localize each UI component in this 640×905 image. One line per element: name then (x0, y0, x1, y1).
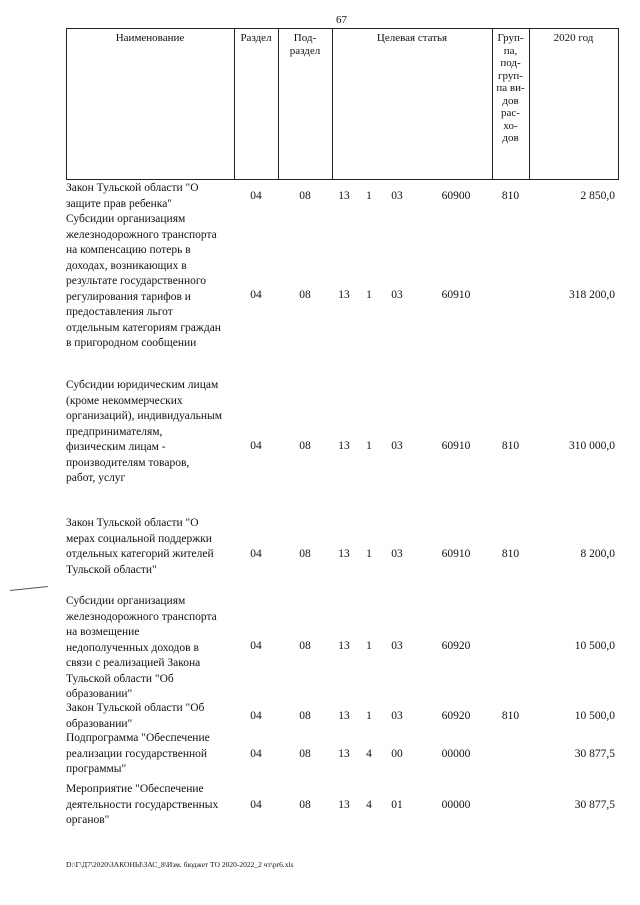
row-name-line: предоставления льгот (66, 306, 173, 318)
cell-group: 810 (501, 710, 520, 722)
cell-target-event: 03 (391, 190, 403, 202)
header-group-line: дов (502, 94, 519, 107)
row-name-line: недополученных доходов в (66, 641, 199, 654)
header-group (492, 32, 529, 145)
cell-amount: 318 200,0 (569, 289, 615, 301)
header-group-line: рас- (501, 107, 520, 119)
cell-target-direction: 60920 (441, 640, 471, 652)
budget-table (66, 28, 619, 180)
cell-podrazdel: 08 (299, 710, 311, 722)
cell-podrazdel: 08 (299, 289, 311, 301)
cell-target-direction: 60900 (441, 190, 471, 202)
cell-group: 810 (501, 548, 520, 560)
cell-razdel: 04 (250, 799, 262, 811)
row-name-line: Субсидии юридическим лицам (66, 379, 219, 391)
row-name-line: программы" (66, 763, 127, 775)
table-header (66, 28, 619, 180)
cell-target-direction: 60920 (441, 710, 471, 722)
cell-target-event: 03 (391, 640, 403, 652)
row-name-line: организаций), индивидуальным (66, 410, 223, 422)
cell-target-subprogram: 1 (366, 548, 372, 560)
cell-amount: 10 500,0 (574, 640, 615, 652)
cell-podrazdel: 08 (299, 748, 311, 760)
cell-target-subprogram: 1 (366, 440, 372, 452)
row-name-line: на возмещение (66, 626, 140, 638)
cell-target-event: 01 (391, 799, 403, 811)
header-subsection (278, 32, 332, 57)
row-name-line: Субсидии организациям (66, 213, 186, 225)
cell-target-program: 13 (338, 640, 350, 652)
row-name-line: (кроме некоммерческих (66, 394, 183, 407)
cell-target-subprogram: 4 (366, 748, 372, 760)
cell-razdel: 04 (250, 190, 262, 202)
row-name-line: железнодорожного транспорта (66, 228, 217, 241)
row-name-line: Мероприятие "Обеспечение (66, 783, 204, 795)
row-name-line: Закон Тульской области "О (66, 517, 199, 529)
cell-target-event: 03 (391, 289, 403, 301)
header-group-line: груп- (498, 69, 523, 82)
row-name-line: в пригородном сообщении (66, 337, 197, 349)
row-name (66, 378, 236, 487)
cell-razdel: 04 (250, 289, 262, 301)
row-name-line: Закон Тульской области "О (66, 182, 199, 194)
cell-podrazdel: 08 (299, 640, 311, 652)
cell-target-subprogram: 1 (366, 640, 372, 652)
column-divider (618, 29, 619, 179)
cell-amount: 2 850,0 (580, 190, 615, 202)
row-name-line: Субсидии организациям (66, 595, 186, 607)
cell-group: 810 (501, 190, 520, 202)
file-path-footer: D:\Г\Д7\2020\ЗАКОНЫ\ЗАС_8\Изм. бюджет ТО 2020-2022_2 чт\pr6.xls (66, 860, 294, 869)
row-name-line: Подпрограмма "Обеспечение (66, 732, 210, 744)
row-name-line: отдельных категорий жителей (66, 548, 214, 560)
header-group-line: па ви- (496, 82, 525, 94)
cell-target-program: 13 (338, 748, 350, 760)
row-name-line: работ, услуг (66, 472, 126, 484)
cell-razdel: 04 (250, 710, 262, 722)
row-name (66, 594, 236, 703)
row-name-line: доходах, возникающих в (66, 259, 187, 272)
row-name-line: физическим лицам - (66, 441, 166, 453)
header-group-line: дов (502, 132, 519, 144)
row-name-line: результате государственного (66, 275, 207, 287)
cell-target-direction: 00000 (441, 748, 471, 760)
cell-razdel: 04 (250, 440, 262, 452)
row-name (66, 212, 236, 352)
row-name-line: мерах социальной поддержки (66, 532, 212, 545)
row-name-line: образовании" (66, 717, 133, 730)
row-name-line: защите прав ребенка" (66, 197, 172, 210)
cell-podrazdel: 08 (299, 440, 311, 452)
cell-podrazdel: 08 (299, 190, 311, 202)
header-target: Целевая статья (376, 32, 448, 44)
cell-target-subprogram: 1 (366, 289, 372, 301)
column-divider (234, 29, 235, 179)
cell-target-direction: 00000 (441, 799, 471, 811)
row-name-line: реализации государственной (66, 747, 208, 760)
header-subsection-line: Под- (293, 32, 317, 44)
row-name (66, 731, 236, 778)
cell-target-direction: 60910 (441, 548, 471, 560)
cell-target-program: 13 (338, 190, 350, 202)
cell-razdel: 04 (250, 548, 262, 560)
row-name-line: органов" (66, 814, 110, 826)
cell-target-program: 13 (338, 799, 350, 811)
row-name (66, 782, 236, 829)
cell-group: 810 (501, 440, 520, 452)
cell-amount: 310 000,0 (569, 440, 615, 452)
row-name-line: на компенсацию потерь в (66, 244, 191, 256)
cell-target-event: 03 (391, 710, 403, 722)
cell-target-direction: 60910 (441, 440, 471, 452)
header-group-line: Груп- (497, 32, 524, 44)
cell-razdel: 04 (250, 640, 262, 652)
row-name (66, 701, 236, 732)
cell-target-event: 03 (391, 440, 403, 452)
header-group-line: хо- (503, 119, 518, 132)
cell-target-program: 13 (338, 289, 350, 301)
row-name-line: производителям товаров, (66, 456, 190, 469)
header-group-line: под- (500, 57, 521, 69)
column-divider (529, 29, 530, 179)
row-name-line: Закон Тульской области "Об (66, 702, 205, 714)
cell-amount: 30 877,5 (574, 748, 615, 760)
cell-target-subprogram: 1 (366, 190, 372, 202)
page-number: 67 (336, 14, 347, 26)
row-name-line: Тульской области" (66, 563, 157, 576)
header-group-line: па, (503, 44, 518, 57)
cell-amount: 30 877,5 (574, 799, 615, 811)
cell-target-direction: 60910 (441, 289, 471, 301)
row-name-line: деятельности государственных (66, 798, 219, 811)
header-year: 2020 год (553, 32, 594, 44)
cell-podrazdel: 08 (299, 799, 311, 811)
header-subsection-line: раздел (289, 44, 321, 57)
cell-target-subprogram: 1 (366, 710, 372, 722)
cell-amount: 10 500,0 (574, 710, 615, 722)
row-name-line: Тульской области "Об (66, 672, 174, 685)
column-divider (66, 29, 67, 179)
cell-target-program: 13 (338, 710, 350, 722)
row-name-line: отдельным категориям граждан (66, 321, 221, 334)
row-name-line: образовании" (66, 688, 133, 700)
row-name-line: связи с реализацией Закона (66, 657, 201, 669)
column-divider (332, 29, 333, 179)
row-name (66, 516, 236, 578)
cell-target-program: 13 (338, 440, 350, 452)
row-name (66, 181, 236, 212)
row-name-line: железнодорожного транспорта (66, 610, 217, 623)
cell-target-event: 00 (391, 748, 403, 760)
scan-mark (10, 586, 48, 593)
cell-target-event: 03 (391, 548, 403, 560)
cell-podrazdel: 08 (299, 548, 311, 560)
cell-target-subprogram: 4 (366, 799, 372, 811)
cell-target-program: 13 (338, 548, 350, 560)
header-section: Раздел (240, 32, 272, 44)
cell-razdel: 04 (250, 748, 262, 760)
row-name-line: предпринимателям, (66, 425, 163, 438)
header-name: Наименование (115, 32, 185, 44)
cell-amount: 8 200,0 (580, 548, 615, 560)
row-name-line: регулирования тарифов и (66, 290, 191, 303)
